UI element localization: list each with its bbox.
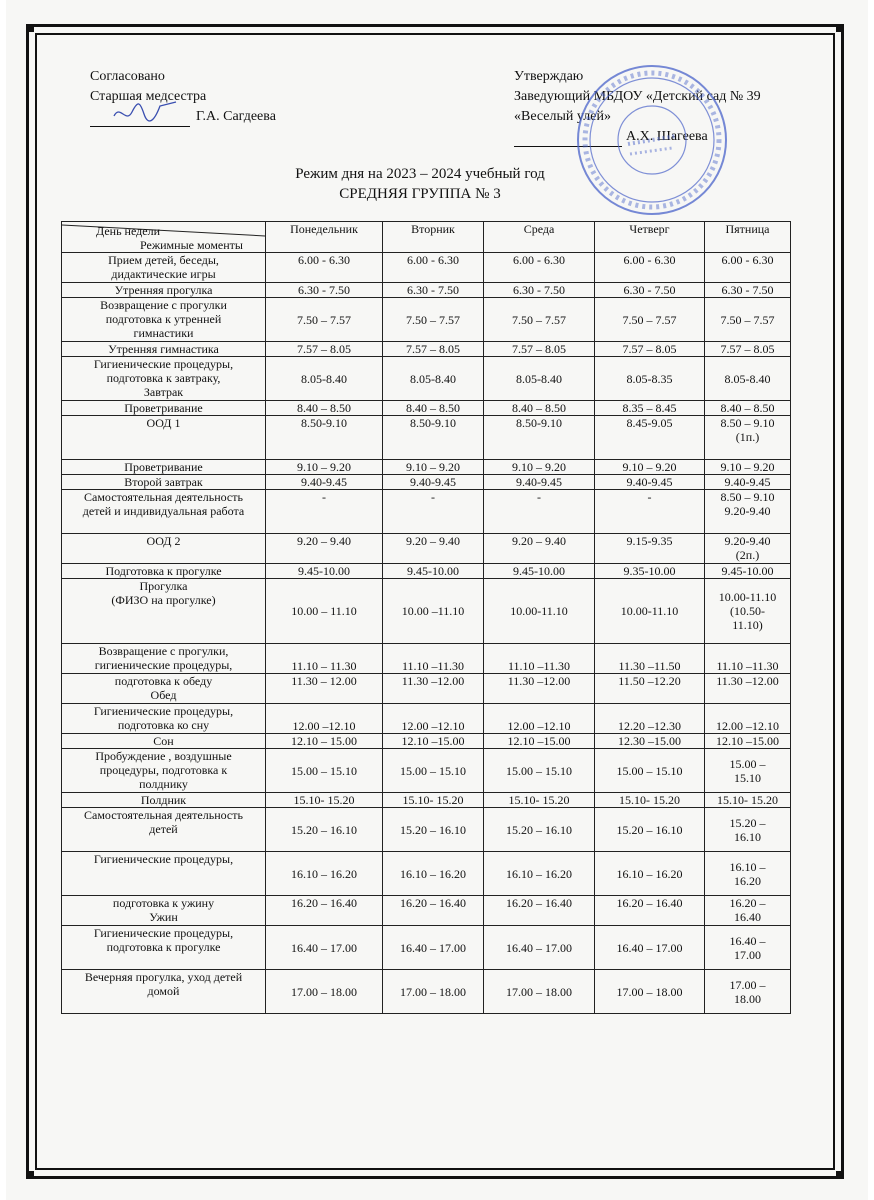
time-cell: 9.40-9.45 [266,475,383,490]
activity-line: Подготовка к прогулке [105,564,222,578]
time-cell: 16.20 – 16.40 [595,896,705,926]
time-cell: 7.57 – 8.05 [484,342,595,357]
time-cell: 9.45-10.00 [266,564,383,579]
confirmation-label: Утверждаю [514,69,584,84]
time-cell: 7.50 – 7.57 [383,298,484,342]
time-cell: 15.10- 15.20 [705,793,791,808]
activity-line: (ФИЗО на прогулке) [111,593,216,607]
activity-line: детей [149,822,178,836]
time-cell: 17.00 – 18.00 [383,970,484,1014]
time-cell: 6.00 - 6.30 [484,253,595,283]
time-cell: 17.00 – 18.00 [595,970,705,1014]
time-cell: 11.10 – 11.30 [266,644,383,674]
time-cell: 9.40-9.45 [595,475,705,490]
time-cell: 16.20 – 16.40 [383,896,484,926]
time-cell: 15.20 – 16.10 [266,808,383,852]
time-cell: 15.00 – 15.10 [383,749,484,793]
activity-line: Пробуждение , воздушные [95,749,232,763]
time-cell: 9.10 – 9.20 [484,460,595,475]
time-cell: - [595,490,705,534]
time-cell: 12.00 –12.10 [383,704,484,734]
time-cell: 7.50 – 7.57 [484,298,595,342]
day-header-thursday: Четверг [595,222,705,253]
time-cell: 15.20 – 16.10 [484,808,595,852]
time-cell: 8.40 – 8.50 [705,401,791,416]
table-row [62,852,791,896]
activity-cell [62,749,266,793]
time-cell: 8.05-8.40 [383,357,484,401]
table-row [62,357,791,401]
activity-cell [62,342,266,357]
time-cell: 7.50 – 7.57 [705,298,791,342]
approval-name: Г.А. Сагдеева [196,109,276,124]
activity-line: ООД 2 [146,534,181,548]
activity-cell [62,970,266,1014]
time-cell: 12.00 –12.10 [705,704,791,734]
time-cell: 8.50-9.10 [484,416,595,460]
time-cell: 6.30 - 7.50 [266,283,383,298]
confirmation-name: А.Х. Шагеева [626,129,708,144]
signature-scribble-icon [110,98,180,126]
time-cell: 15.10- 15.20 [484,793,595,808]
confirmation-position: Заведующий МБДОУ «Детский сад № 39 [514,89,761,104]
frame-corner [836,24,844,32]
time-cell: 12.00 –12.10 [266,704,383,734]
time-cell: 8.50 – 9.10 (1п.) [705,416,791,460]
time-cell: 16.40 – 17.00 [595,926,705,970]
activity-line: Прием детей, беседы, [108,253,219,267]
activity-line: детей и индивидуальная работа [82,504,245,518]
day-header-monday: Понедельник [266,222,383,253]
time-cell: 8.50-9.10 [266,416,383,460]
activity-cell [62,793,266,808]
activity-line: Самостоятельная деятельность [84,808,243,822]
activity-cell [62,808,266,852]
time-cell: 15.20 – 16.10 [705,808,791,852]
time-cell: 15.10- 15.20 [266,793,383,808]
activity-line: Гигиенические процедуры, [93,357,234,371]
table-row [62,749,791,793]
time-cell: 9.15-9.35 [595,534,705,564]
frame-corner [26,24,34,32]
activity-line: Проветривание [124,401,203,415]
activity-cell [62,579,266,644]
time-cell: 9.40-9.45 [705,475,791,490]
regime-moments-label: Режимные моменты [140,238,243,252]
time-cell: 10.00-11.10 [484,579,595,644]
activity-cell [62,475,266,490]
activity-line: дидактические игры [111,267,216,281]
time-cell: 8.35 – 8.45 [595,401,705,416]
day-header-friday: Пятница [705,222,791,253]
table-row [62,579,791,644]
time-cell: 7.57 – 8.05 [595,342,705,357]
activity-cell [62,401,266,416]
time-cell: 11.30 –12.00 [383,674,484,704]
time-cell: - [266,490,383,534]
time-cell: 9.10 – 9.20 [705,460,791,475]
approval-label: Согласовано [90,69,165,84]
time-cell: 12.10 –15.00 [484,734,595,749]
time-cell: 11.30 –11.50 [595,644,705,674]
time-cell: 9.10 – 9.20 [595,460,705,475]
table-row [62,534,791,564]
activity-line: гигиенические процедуры, [94,658,233,672]
activity-cell [62,490,266,534]
activity-cell [62,644,266,674]
time-cell: 6.00 - 6.30 [595,253,705,283]
time-cell: 9.10 – 9.20 [266,460,383,475]
activity-line: Полдник [140,793,187,807]
time-cell: 7.50 – 7.57 [266,298,383,342]
time-cell: 10.00-11.10 (10.50- 11.10) [705,579,791,644]
time-cell: 6.30 - 7.50 [705,283,791,298]
time-cell: 6.00 - 6.30 [705,253,791,283]
time-cell: 15.00 – 15.10 [484,749,595,793]
activity-line: Гигиенические процедуры, [93,704,234,718]
time-cell: 10.00-11.10 [595,579,705,644]
frame-corner [836,1171,844,1179]
approval-signature-row [90,107,276,127]
time-cell: 8.40 – 8.50 [383,401,484,416]
time-cell: 12.20 –12.30 [595,704,705,734]
activity-line: Утренняя гимнастика [108,342,219,356]
activity-line: домой [147,984,180,998]
table-row [62,298,791,342]
time-cell: 15.20 – 16.10 [383,808,484,852]
time-cell: 16.40 – 17.00 [484,926,595,970]
time-cell: 16.40 – 17.00 [705,926,791,970]
activity-line: Сон [153,734,174,748]
activity-cell [62,734,266,749]
time-cell: 11.30 – 12.00 [266,674,383,704]
activity-cell [62,674,266,704]
time-cell: 12.00 –12.10 [484,704,595,734]
time-cell: 9.20 – 9.40 [383,534,484,564]
activity-cell [62,460,266,475]
time-cell: 12.10 – 15.00 [266,734,383,749]
corner-header-cell [62,222,266,253]
time-cell: 9.45-10.00 [484,564,595,579]
activity-line: Гигиенические процедуры, [93,926,234,940]
time-cell: 9.20 – 9.40 [266,534,383,564]
time-cell: 11.10 –11.30 [705,644,791,674]
time-cell: 15.20 – 16.10 [595,808,705,852]
activity-line: процедуры, подготовка к [99,763,228,777]
time-cell: 7.57 – 8.05 [383,342,484,357]
time-cell: 9.20-9.40 (2п.) [705,534,791,564]
time-cell: 11.50 –12.20 [595,674,705,704]
time-cell: 16.20 – 16.40 [484,896,595,926]
activity-cell [62,896,266,926]
time-cell: 11.30 –12.00 [484,674,595,704]
activity-cell [62,704,266,734]
activity-cell [62,357,266,401]
activity-cell [62,564,266,579]
time-cell: 12.10 –15.00 [383,734,484,749]
time-cell: 8.50 – 9.10 9.20-9.40 [705,490,791,534]
time-cell: 16.20 – 16.40 [266,896,383,926]
table-row [62,490,791,534]
time-cell: 8.40 – 8.50 [484,401,595,416]
activity-line: гимнастики [133,326,194,340]
time-cell: 9.40-9.45 [383,475,484,490]
time-cell: 6.30 - 7.50 [484,283,595,298]
time-cell: 8.40 – 8.50 [266,401,383,416]
time-cell: 15.10- 15.20 [595,793,705,808]
activity-line: подготовка к обеду [114,674,213,688]
activity-line: Второй завтрак [124,475,203,489]
time-cell: 8.05-8.40 [266,357,383,401]
time-cell: 6.00 - 6.30 [383,253,484,283]
table-row [62,704,791,734]
activity-line: Возвращение с прогулки, [98,644,229,658]
activity-cell [62,298,266,342]
time-cell: 16.20 – 16.40 [705,896,791,926]
time-cell: 9.45-10.00 [383,564,484,579]
activity-cell [62,926,266,970]
table-row [62,460,791,475]
time-cell: 10.00 –11.10 [383,579,484,644]
time-cell: 16.10 – 16.20 [484,852,595,896]
time-cell: 15.00 – 15.10 [266,749,383,793]
activity-line: Возвращение с прогулки [100,298,227,312]
time-cell: 15.00 – 15.10 [595,749,705,793]
table-row [62,253,791,283]
time-cell: - [383,490,484,534]
signature-line [90,112,190,127]
activity-cell [62,416,266,460]
day-header-tuesday: Вторник [383,222,484,253]
activity-line: подготовка к прогулке [106,940,221,954]
time-cell: 8.50-9.10 [383,416,484,460]
activity-line: подготовка к завтраку, [106,371,221,385]
time-cell: 15.00 – 15.10 [705,749,791,793]
time-cell: 11.10 –11.30 [383,644,484,674]
table-row [62,896,791,926]
time-cell: 16.10 – 16.20 [595,852,705,896]
time-cell: 12.10 –15.00 [705,734,791,749]
time-cell: 9.35-10.00 [595,564,705,579]
table-row [62,342,791,357]
time-cell: 11.10 –11.30 [484,644,595,674]
time-cell: 9.10 – 9.20 [383,460,484,475]
time-cell: 6.00 - 6.30 [266,253,383,283]
activity-line: подготовка к утренней [105,312,222,326]
activity-cell [62,253,266,283]
time-cell: 16.40 – 17.00 [266,926,383,970]
schedule-title: Режим дня на 2023 – 2024 учебный год [295,166,545,182]
time-cell: 16.40 – 17.00 [383,926,484,970]
time-cell: 6.30 - 7.50 [383,283,484,298]
activity-cell [62,852,266,896]
activity-line: Завтрак [143,385,184,399]
time-cell: 10.00 – 11.10 [266,579,383,644]
table-row [62,564,791,579]
time-cell: 8.05-8.35 [595,357,705,401]
day-header-wednesday: Среда [484,222,595,253]
table-row [62,674,791,704]
table-row [62,970,791,1014]
table-row [62,283,791,298]
activity-line: Прогулка [139,579,188,593]
activity-line: Вечерняя прогулка, уход детей [84,970,243,984]
table-row [62,793,791,808]
approval-position: Старшая медсестра [90,89,207,104]
activity-line: подготовка ко сну [117,718,210,732]
time-cell: 7.57 – 8.05 [705,342,791,357]
time-cell: 17.00 – 18.00 [484,970,595,1014]
activity-line: Гигиенические процедуры, [93,852,234,866]
table-header-row [62,222,791,253]
table-row [62,926,791,970]
time-cell: 11.30 –12.00 [705,674,791,704]
time-cell: 9.45-10.00 [705,564,791,579]
day-of-week-label: День недели [96,224,160,238]
time-cell: 17.00 – 18.00 [266,970,383,1014]
time-cell: 15.10- 15.20 [383,793,484,808]
organization-name: «Веселый улей» [514,109,611,124]
time-cell: 16.10 – 16.20 [705,852,791,896]
activity-line: Утренняя прогулка [114,283,213,297]
approval-block [90,67,276,127]
time-cell: - [484,490,595,534]
time-cell: 7.57 – 8.05 [266,342,383,357]
activity-line: Обед [150,688,177,702]
table-row [62,644,791,674]
time-cell: 9.40-9.45 [484,475,595,490]
activity-cell [62,534,266,564]
time-cell: 17.00 – 18.00 [705,970,791,1014]
activity-line: Ужин [149,910,178,924]
time-cell: 7.50 – 7.57 [595,298,705,342]
group-title: СРЕДНЯЯ ГРУППА № 3 [339,186,501,202]
daily-schedule-table [61,221,791,1014]
time-cell: 6.30 - 7.50 [595,283,705,298]
time-cell: 8.05-8.40 [484,357,595,401]
table-row [62,734,791,749]
time-cell: 8.45-9.05 [595,416,705,460]
activity-line: полднику [139,777,188,791]
table-row [62,401,791,416]
table-row [62,416,791,460]
table-row [62,475,791,490]
activity-line: Самостоятельная деятельность [84,490,243,504]
time-cell: 16.10 – 16.20 [266,852,383,896]
time-cell: 8.05-8.40 [705,357,791,401]
activity-line: подготовка к ужину [112,896,215,910]
table-row [62,808,791,852]
time-cell: 12.30 –15.00 [595,734,705,749]
activity-line: Проветривание [124,460,203,474]
time-cell: 16.10 – 16.20 [383,852,484,896]
activity-cell [62,283,266,298]
activity-line: ООД 1 [146,416,181,430]
frame-corner [26,1171,34,1179]
time-cell: 9.20 – 9.40 [484,534,595,564]
